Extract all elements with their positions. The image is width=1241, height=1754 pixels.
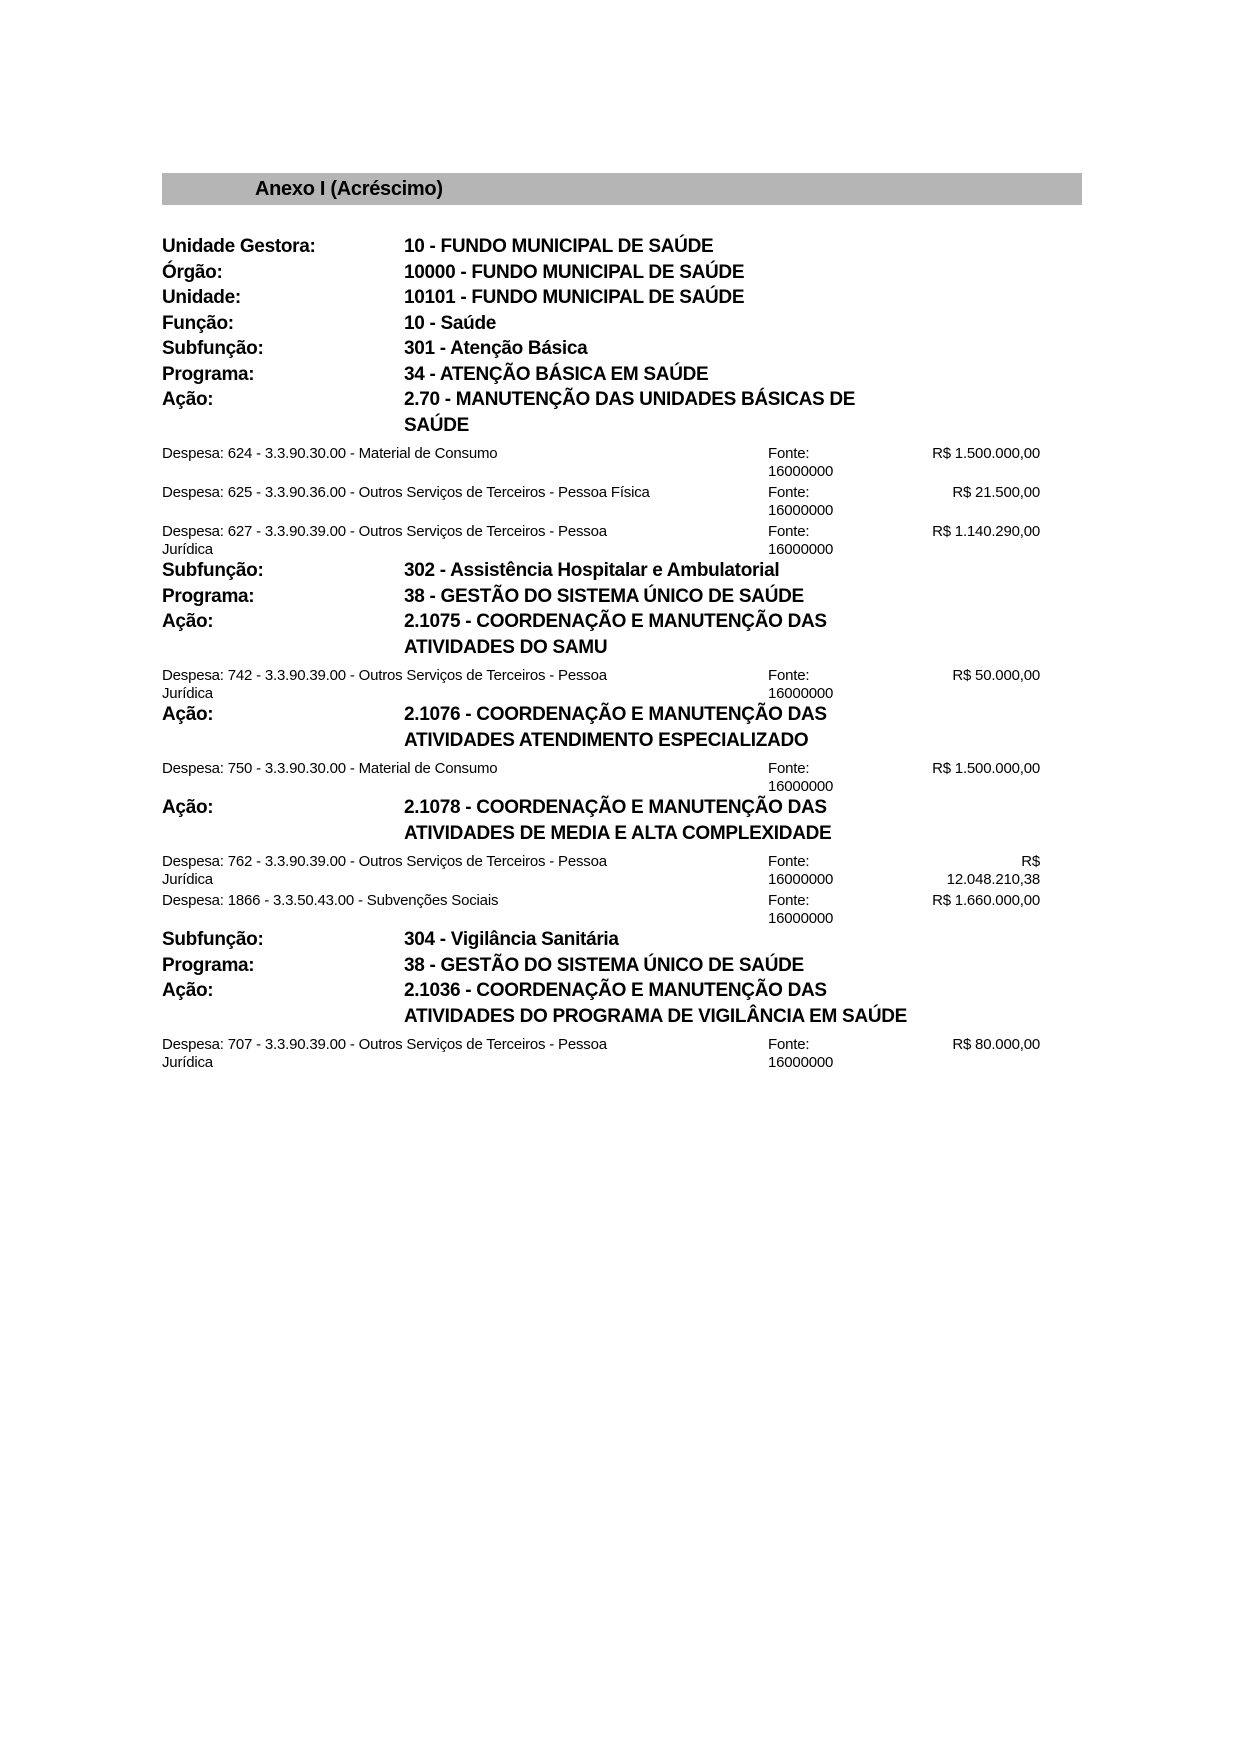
- field-value: [404, 311, 1040, 337]
- despesa-description-line: Despesa: 762 - 3.3.90.39.00 - Outros Serviços de Terceiros - Pessoa: [162, 853, 607, 870]
- despesa-description-line: Jurídica: [162, 1053, 213, 1071]
- field-value-line: ATIVIDADES DE MEDIA E ALTA COMPLEXIDADE: [404, 822, 832, 844]
- despesa-value: [918, 853, 1040, 888]
- despesa-description: [162, 892, 768, 927]
- fonte-label: Fonte:: [768, 523, 810, 540]
- fonte-cell: [768, 853, 918, 888]
- despesa-description-line: Jurídica: [162, 540, 213, 558]
- despesa-description: [162, 484, 768, 519]
- field-row: [162, 584, 1040, 610]
- field-value-line: 2.1078 - COORDENAÇÃO E MANUTENÇÃO DAS: [404, 797, 827, 818]
- fonte-code: 16000000: [768, 540, 834, 558]
- despesa-value: [918, 445, 1040, 480]
- despesa-row: [162, 1036, 1040, 1071]
- field-label: Unidade:: [162, 287, 241, 308]
- fonte-cell: [768, 1036, 918, 1071]
- field-row: [162, 234, 1040, 260]
- field-value: [404, 953, 1040, 979]
- fonte-label: Fonte:: [768, 853, 810, 870]
- despesa-row: [162, 523, 1040, 558]
- field-value: [404, 285, 1040, 311]
- field-value-line: 38 - GESTÃO DO SISTEMA ÚNICO DE SAÚDE: [404, 954, 804, 976]
- despesa-value-line: R$ 21.500,00: [952, 484, 1040, 501]
- fonte-cell: [768, 484, 918, 519]
- field-value: [404, 795, 1040, 846]
- field-label: Subfunção:: [162, 929, 264, 950]
- despesa-description: [162, 667, 768, 702]
- field-value-line: 10 - Saúde: [404, 312, 497, 334]
- field-label: Órgão:: [162, 261, 223, 283]
- field-row: [162, 558, 1040, 584]
- field-value-line: 304 - Vigilância Sanitária: [404, 929, 619, 950]
- despesa-value-line: 12.048.210,38: [946, 870, 1040, 888]
- field-row: [162, 927, 1040, 953]
- fonte-label: Fonte:: [768, 484, 810, 501]
- fonte-code: 16000000: [768, 870, 834, 888]
- field-block: [162, 927, 1040, 1029]
- field-value-line: 2.70 - MANUTENÇÃO DAS UNIDADES BÁSICAS DE: [404, 389, 856, 410]
- field-value-line: 2.1036 - COORDENAÇÃO E MANUTENÇÃO DAS: [404, 980, 827, 1001]
- despesa-value-line: R$ 1.140.290,00: [932, 523, 1040, 540]
- field-row: [162, 978, 1040, 1029]
- despesa-value: [918, 892, 1040, 927]
- field-row: [162, 609, 1040, 660]
- field-value: [404, 558, 1040, 584]
- despesa-description-line: Despesa: 707 - 3.3.90.39.00 - Outros Serviços de Terceiros - Pessoa: [162, 1036, 607, 1053]
- field-row: [162, 336, 1040, 362]
- despesa-value-line: R$ 1.500.000,00: [932, 445, 1040, 462]
- field-label: Ação:: [162, 797, 214, 818]
- despesa-description-line: Despesa: 1866 - 3.3.50.43.00 - Subvenções Sociais: [162, 892, 499, 909]
- field-value-line: 10101 - FUNDO MUNICIPAL DE SAÚDE: [404, 287, 745, 308]
- field-row: [162, 387, 1040, 438]
- field-block: [162, 795, 1040, 846]
- document-content: [162, 234, 1040, 1071]
- field-value-line: ATIVIDADES DO SAMU: [404, 636, 608, 658]
- fonte-code: 16000000: [768, 909, 834, 927]
- fonte-code: 16000000: [768, 777, 834, 795]
- fonte-cell: [768, 523, 918, 558]
- despesa-description-line: Despesa: 624 - 3.3.90.30.00 - Material de Consumo: [162, 445, 498, 462]
- despesa-row: [162, 445, 1040, 480]
- fonte-cell: [768, 892, 918, 927]
- despesa-row: [162, 667, 1040, 702]
- fonte-code: 16000000: [768, 1053, 834, 1071]
- field-row: [162, 362, 1040, 388]
- despesa-row: [162, 853, 1040, 888]
- despesa-description: [162, 1036, 768, 1071]
- field-row: [162, 285, 1040, 311]
- field-value-line: 2.1076 - COORDENAÇÃO E MANUTENÇÃO DAS: [404, 704, 827, 725]
- despesa-description-line: Despesa: 750 - 3.3.90.30.00 - Material de Consumo: [162, 760, 498, 777]
- fonte-cell: [768, 445, 918, 480]
- fonte-label: Fonte:: [768, 445, 810, 462]
- fonte-cell: [768, 667, 918, 702]
- field-label: Ação:: [162, 611, 214, 632]
- field-value: [404, 234, 1040, 260]
- field-label: Programa:: [162, 954, 255, 976]
- despesa-value-line: R$ 1.500.000,00: [932, 760, 1040, 777]
- field-value-line: 10 - FUNDO MUNICIPAL DE SAÚDE: [404, 236, 714, 257]
- despesa-description: [162, 523, 768, 558]
- despesa-row: [162, 892, 1040, 927]
- fonte-label: Fonte:: [768, 667, 810, 684]
- field-value-line: 34 - ATENÇÃO BÁSICA EM SAÚDE: [404, 363, 709, 385]
- despesa-description-line: Despesa: 742 - 3.3.90.39.00 - Outros Serviços de Terceiros - Pessoa: [162, 667, 607, 684]
- field-label: Ação:: [162, 980, 214, 1001]
- despesa-description-line: Jurídica: [162, 870, 213, 888]
- field-value-line: 38 - GESTÃO DO SISTEMA ÚNICO DE SAÚDE: [404, 585, 804, 607]
- field-value: [404, 336, 1040, 362]
- field-value-line: 10000 - FUNDO MUNICIPAL DE SAÚDE: [404, 261, 745, 283]
- despesa-description: [162, 445, 768, 480]
- field-value: [404, 702, 1040, 753]
- despesa-value-line: R$: [1021, 853, 1040, 870]
- field-value: [404, 978, 1040, 1029]
- field-value-line: 301 - Atenção Básica: [404, 338, 588, 359]
- field-value: [404, 387, 1040, 438]
- field-value-line: ATIVIDADES DO PROGRAMA DE VIGILÂNCIA EM SAÚDE: [404, 1005, 908, 1027]
- despesa-value-line: R$ 1.660.000,00: [932, 892, 1040, 909]
- field-label: Subfunção:: [162, 560, 264, 581]
- field-row: [162, 260, 1040, 286]
- fonte-label: Fonte:: [768, 1036, 810, 1053]
- despesa-value: [918, 484, 1040, 519]
- field-label: Unidade Gestora:: [162, 236, 316, 257]
- despesa-value: [918, 760, 1040, 795]
- field-value: [404, 609, 1040, 660]
- field-value: [404, 260, 1040, 286]
- field-value: [404, 362, 1040, 388]
- field-label: Programa:: [162, 585, 255, 607]
- field-label: Ação:: [162, 389, 214, 410]
- field-label: Programa:: [162, 363, 255, 385]
- field-block: [162, 234, 1040, 438]
- despesa-value: [918, 1036, 1040, 1071]
- field-row: [162, 702, 1040, 753]
- despesa-description-line: Despesa: 625 - 3.3.90.36.00 - Outros Serviços de Terceiros - Pessoa Física: [162, 484, 650, 501]
- field-value-line: SAÚDE: [404, 414, 470, 436]
- field-block: [162, 558, 1040, 660]
- field-value: [404, 927, 1040, 953]
- fonte-code: 16000000: [768, 462, 834, 480]
- field-label: Subfunção:: [162, 338, 264, 359]
- field-value-line: 2.1075 - COORDENAÇÃO E MANUTENÇÃO DAS: [404, 611, 827, 632]
- despesa-description-line: Despesa: 627 - 3.3.90.39.00 - Outros Serviços de Terceiros - Pessoa: [162, 523, 607, 540]
- fonte-code: 16000000: [768, 684, 834, 702]
- field-row: [162, 953, 1040, 979]
- field-label: Ação:: [162, 704, 214, 725]
- document-title: Anexo I (Acréscimo): [255, 177, 443, 200]
- despesa-value-line: R$ 80.000,00: [952, 1036, 1040, 1053]
- field-block: [162, 702, 1040, 753]
- despesa-value: [918, 667, 1040, 702]
- despesa-description: [162, 760, 768, 795]
- title-bar: [162, 173, 1082, 205]
- despesa-row: [162, 484, 1040, 519]
- field-value-line: ATIVIDADES ATENDIMENTO ESPECIALIZADO: [404, 729, 809, 751]
- fonte-label: Fonte:: [768, 892, 810, 909]
- field-value-line: 302 - Assistência Hospitalar e Ambulatorial: [404, 560, 780, 581]
- despesa-description: [162, 853, 768, 888]
- field-row: [162, 311, 1040, 337]
- fonte-label: Fonte:: [768, 760, 810, 777]
- field-label: Função:: [162, 312, 234, 334]
- despesa-row: [162, 760, 1040, 795]
- despesa-value-line: R$ 50.000,00: [952, 667, 1040, 684]
- fonte-cell: [768, 760, 918, 795]
- document-page: [162, 173, 1082, 1071]
- fonte-code: 16000000: [768, 501, 834, 519]
- despesa-value: [918, 523, 1040, 558]
- field-row: [162, 795, 1040, 846]
- despesa-description-line: Jurídica: [162, 684, 213, 702]
- field-value: [404, 584, 1040, 610]
